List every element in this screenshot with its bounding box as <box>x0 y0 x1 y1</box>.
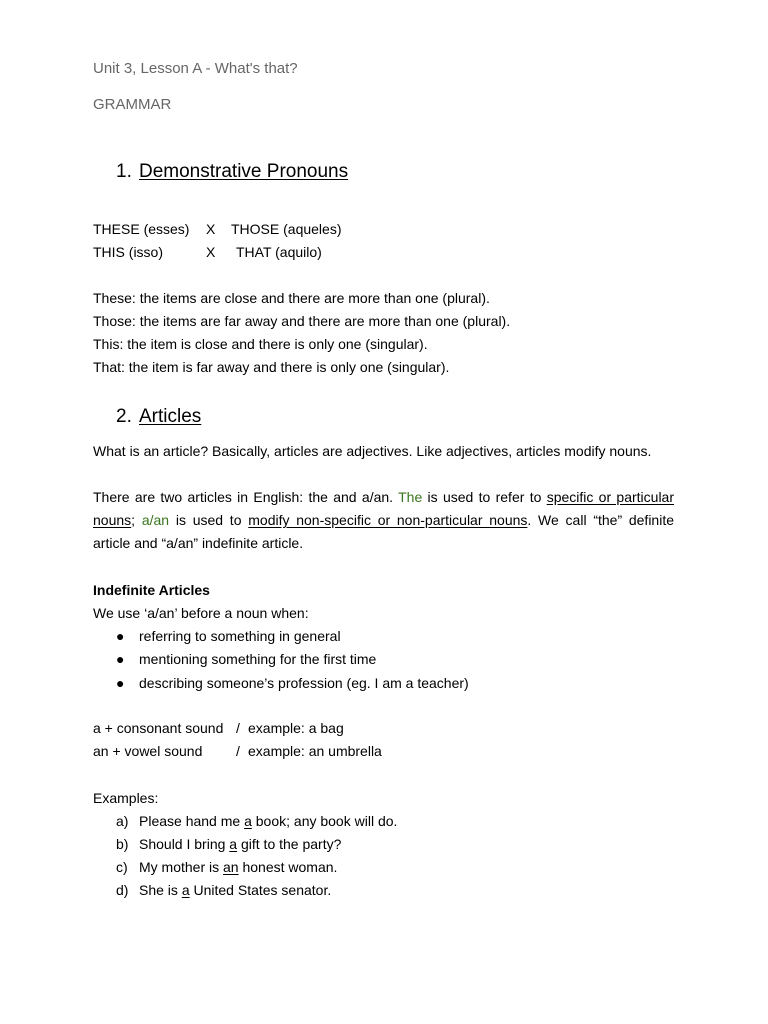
examples-label: Examples: <box>93 790 159 806</box>
heading-number: 1. <box>116 161 132 182</box>
example-item: d) She is a United States senator. <box>116 882 332 898</box>
heading-text: Articles <box>139 406 202 427</box>
document-title: Unit 3, Lesson A - What's that? <box>93 60 298 77</box>
definition-line: That: the item is far away and there is only one (singular). <box>93 359 450 375</box>
highlight-a-an: a/an <box>141 512 170 528</box>
example-item: a) Please hand me a book; any book will do. <box>116 813 398 829</box>
articles-intro: What is an article? Basically, articles are adjectives. Like adjectives, articles modify nouns. <box>93 443 652 459</box>
rule-line: a + consonant sound / example: a bag <box>93 720 344 736</box>
indefinite-articles-heading: Indefinite Articles <box>93 582 210 598</box>
heading-articles <box>116 406 201 428</box>
section-label: GRAMMAR <box>93 96 172 113</box>
heading-number: 2. <box>116 406 132 427</box>
pronoun-pair: THESE (esses) X THOSE (aqueles) <box>93 221 342 237</box>
articles-paragraph: There are two articles in English: the and a/an. The is used to refer to specific or particular nouns; a/an is used to modify non-specific or non-particular nouns. We call “the” definite article and “a/an” indefinite article. <box>93 489 675 551</box>
list-item: ● describing someone’s profession (eg. I am a teacher) <box>116 672 469 695</box>
example-item: c) My mother is an honest woman. <box>116 859 338 875</box>
definition-line: This: the item is close and there is only one (singular). <box>93 336 428 352</box>
list-item: ● mentioning something for the first time <box>116 648 376 671</box>
bullet-icon: ● <box>116 651 125 667</box>
definition-line: Those: the items are far away and there are more than one (plural). <box>93 313 511 329</box>
heading-text: Demonstrative Pronouns <box>139 161 349 182</box>
example-item: b) Should I bring a gift to the party? <box>116 836 342 852</box>
rule-line: an + vowel sound / example: an umbrella <box>93 743 382 759</box>
bullet-icon: ● <box>116 628 125 644</box>
bullet-icon: ● <box>116 675 125 691</box>
list-item: ● referring to something in general <box>116 625 341 648</box>
pronoun-pair: THIS (isso) X THAT (aquilo) <box>93 244 322 260</box>
heading-demonstrative-pronouns <box>116 161 348 183</box>
highlight-the: The <box>398 489 423 505</box>
definition-line: These: the items are close and there are more than one (plural). <box>93 290 490 306</box>
indefinite-articles-intro: We use ‘a/an’ before a noun when: <box>93 605 309 621</box>
